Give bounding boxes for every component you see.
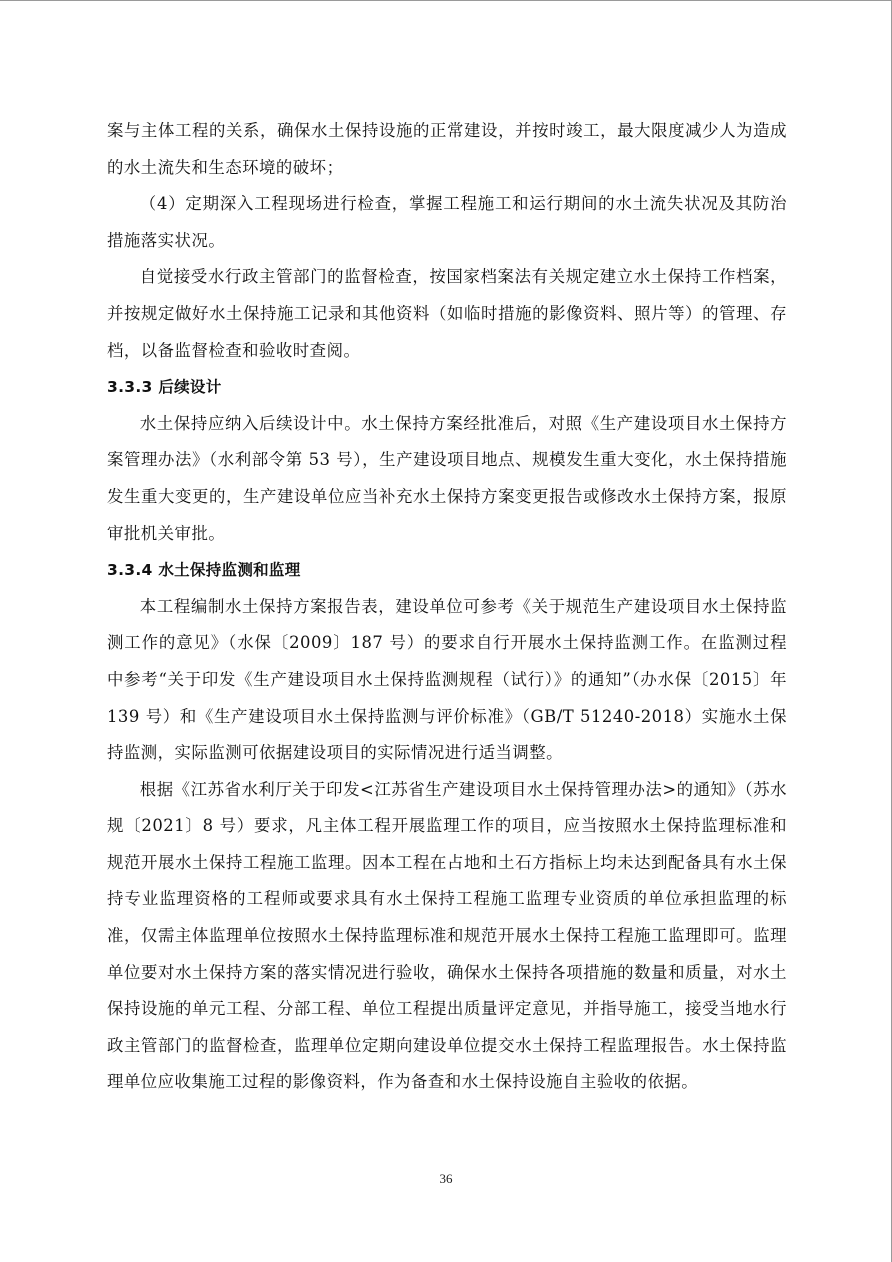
paragraph-continued: 案与主体工程的关系，确保水土保持设施的正常建设，并按时竣工，最大限度减少人为造成的水土流失和生态环境的破坏；: [107, 121, 787, 177]
paragraph-item-4: （4）定期深入工程现场进行检查，掌握工程施工和运行期间的水土流失状况及其防治措施落实状况。: [107, 194, 787, 250]
section-heading-3-3-3: 3.3.3 后续设计: [107, 378, 222, 397]
page-number: 36: [439, 1171, 453, 1186]
paragraph-follow-up-design: 水土保持应纳入后续设计中。水土保持方案经批准后，对照《生产建设项目水土保持方案管理办法》（水利部令第 53 号），生产建设项目地点、规模发生重大变化，水土保持措施发生重大变更的，生产建设单位应当补充水土保持方案变更报告或修改水土保持方案，报原审批机关审批。: [107, 413, 787, 543]
page-body: [107, 113, 787, 1101]
section-heading-3-3-4: 3.3.4 水土保持监测和监理: [107, 561, 301, 580]
paragraph-supervision: 根据《江苏省水利厅关于印发<江苏省生产建设项目水土保持管理办法>的通知》（苏水规〔2021〕8 号）要求，凡主体工程开展监理工作的项目，应当按照水土保持监理标准和规范开展水土保持工程施工监理。因本工程在占地和土石方指标上均未达到配备具有水土保持专业监理资格的工程师或要求具有水土保持工程施工监理专业资质的单位承担监理的标准，仅需主体监理单位按照水土保持监理标准和规范开展水土保持工程施工监理即可。监理单位要对水土保持方案的落实情况进行验收，确保水土保持各项措施的数量和质量，对水土保持设施的单元工程、分部工程、单位工程提出质量评定意见，并指导施工，接受当地水行政主管部门的监督检查，监理单位定期向建设单位提交水土保持工程监理报告。水土保持监理单位应收集施工过程的影像资料，作为备查和水土保持设施自主验收的依据。: [107, 779, 787, 1092]
paragraph-archive: 自觉接受水行政主管部门的监督检查，按国家档案法有关规定建立水土保持工作档案，并按规定做好水土保持施工记录和其他资料（如临时措施的影像资料、照片等）的管理、存档，以备监督检查和验收时查阅。: [107, 267, 787, 360]
paragraph-monitoring: 本工程编制水土保持方案报告表，建设单位可参考《关于规范生产建设项目水土保持监测工作的意见》（水保〔2009〕187 号）的要求自行开展水土保持监测工作。在监测过程中参考“关于印发《生产建设项目水土保持监测规程（试行）》的通知”（办水保〔2015〕年 139 号）和《生产建设项目水土保持监测与评价标准》（GB/T 51240-2018）实施水土保持监测，实际监测可依据建设项目的实际情况进行适当调整。: [107, 596, 787, 763]
